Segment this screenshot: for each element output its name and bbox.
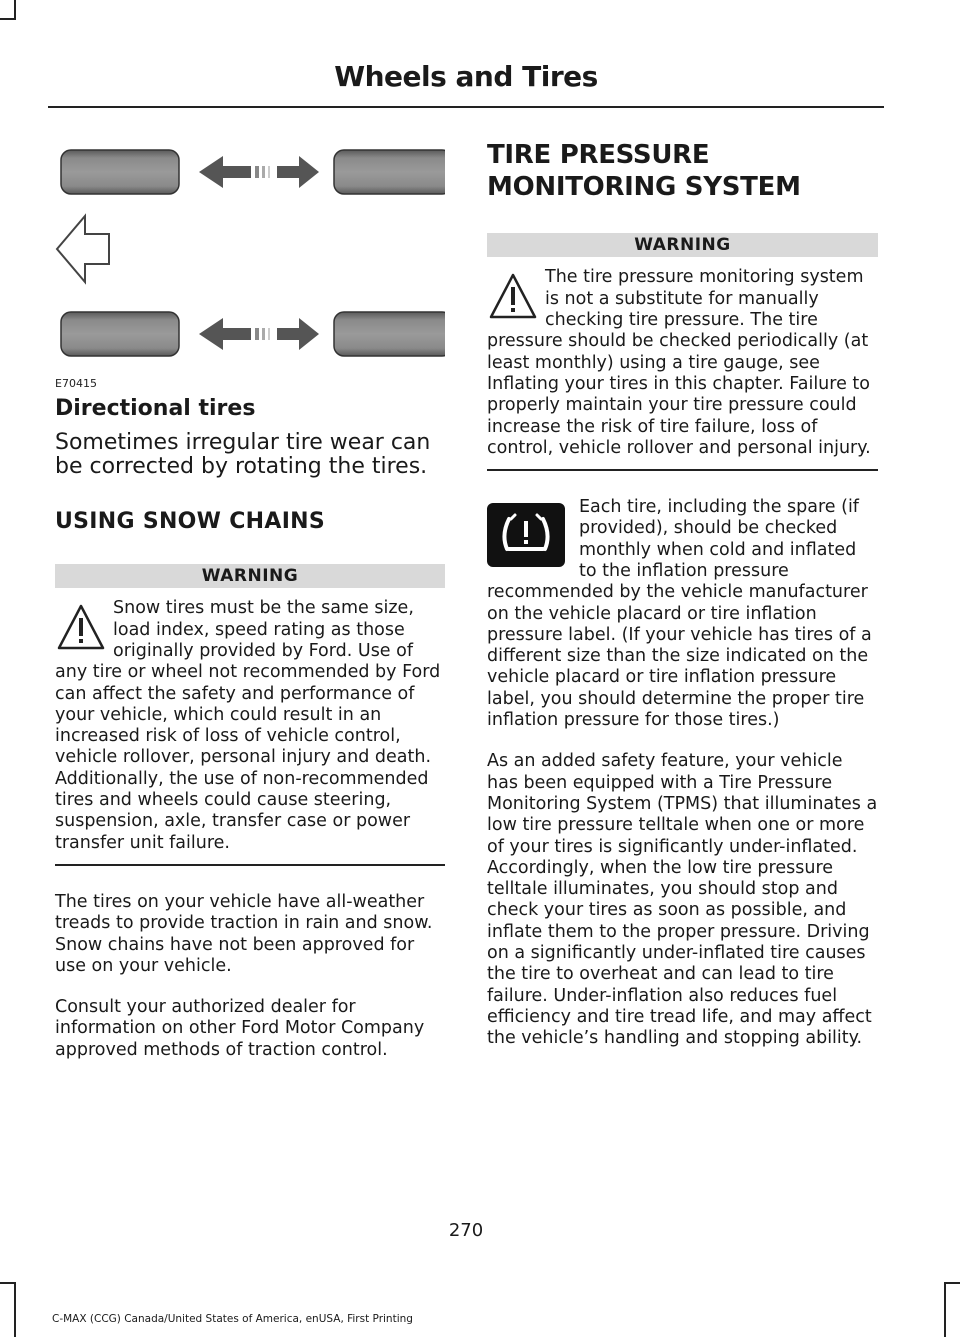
tire-front-left	[61, 150, 179, 194]
warning-triangle-icon	[55, 598, 107, 658]
left-column	[55, 144, 445, 1081]
crop-mark	[0, 18, 16, 20]
directional-tires-text: Sometimes irregular tire wear can be corrected by rotating the tires.	[55, 430, 431, 480]
swap-arrow-rear	[199, 318, 319, 350]
direction-arrow-icon	[57, 216, 109, 282]
tire-rotation-diagram	[55, 144, 445, 390]
warning-triangle-icon	[487, 267, 539, 327]
snow-paragraph-2: Consult your authorized dealer for information on other Ford Motor Company approved methods of traction control.	[55, 997, 425, 1060]
tpms-heading: TIRE PRESSURE MONITORING SYSTEM	[487, 140, 801, 202]
warning-divider	[55, 864, 445, 866]
snow-warning-title: WARNING	[55, 564, 445, 588]
tpms-paragraph-2: As an added safety feature, your vehicle has been equipped with a Tire Pressure Monitoring System (TPMS) that illuminates a low tire pressure telltale when one or more of your tires is significantly under-inflated. Accordingly, when the low tire pressure telltale illuminates, you should stop and check your tires as soon as possible, and inflate them to the proper pressure. Driving on a significantly under-inflated tire causes the tire to overheat and can lead to tire failure. Under-inflation also reduces fuel efficiency and tire tread life, and may affect the vehicle’s handling and stopping ability.	[487, 751, 878, 1049]
tpms-paragraph-1	[487, 497, 878, 731]
snow-paragraph-1: The tires on your vehicle have all-weather treads to provide traction in rain and snow. Snow chains have not been approved for use on your vehicle.	[55, 891, 433, 976]
crop-mark	[944, 1282, 946, 1337]
snow-chains-heading: USING SNOW CHAINS	[55, 509, 326, 535]
header-divider	[48, 106, 884, 108]
tpms-paragraph-1-text: Each tire, including the spare (if provided), should be checked monthly when cold and inflated to the inflation pressure recommended by the vehicle manufacturer on the vehicle placard or tire inflation pressure label. (If your vehicle has tires of a different size than the size indicated on the vehicle placard or tire inflation pressure label, you should determine the proper tire inflation pressure for those tires.)	[487, 497, 872, 731]
tire-pressure-telltale-icon	[487, 503, 565, 567]
tire-front-right	[334, 150, 445, 194]
snow-warning-box	[55, 598, 445, 854]
tire-rear-left	[61, 312, 179, 356]
swap-arrow-front	[199, 156, 319, 188]
snow-warning-text: Snow tires must be the same size, load index, speed rating as those originally provided by Ford. Use of any tire or wheel not recommended by Ford can affect the safety and performance of your vehicle, which could result in an increased risk of loss of vehicle control, vehicle rollover, personal injury and death. Additionally, the use of non-recommended tires and wheels could cause steering, suspension, axle, transfer case or power transfer unit failure.	[55, 598, 441, 853]
page-footer: C-MAX (CCG) Canada/United States of America, enUSA, First Printing	[52, 1313, 413, 1325]
page-header-title: Wheels and Tires	[334, 60, 598, 93]
tpms-warning-box	[487, 267, 878, 459]
page-number: 270	[448, 1220, 484, 1241]
directional-tires-heading: Directional tires	[55, 396, 256, 421]
crop-mark	[14, 0, 16, 18]
tpms-warning-text: The tire pressure monitoring system is not a substitute for manually checking tire pressure. The tire pressure should be checked periodically (at least monthly) using a tire gauge, see Inflating your tires in this chapter. Failure to properly maintain your tire pressure could increase the risk of tire failure, loss of control, vehicle rollover and personal injury.	[487, 267, 871, 458]
crop-mark	[0, 1282, 16, 1284]
warning-divider	[487, 469, 878, 471]
tpms-warning-title: WARNING	[487, 233, 878, 257]
crop-mark	[14, 1282, 16, 1337]
crop-mark	[944, 1282, 960, 1284]
right-column	[487, 140, 878, 1070]
tire-rotation-figure	[55, 144, 445, 390]
figure-label: E70415	[55, 377, 97, 390]
tire-rear-right	[334, 312, 445, 356]
